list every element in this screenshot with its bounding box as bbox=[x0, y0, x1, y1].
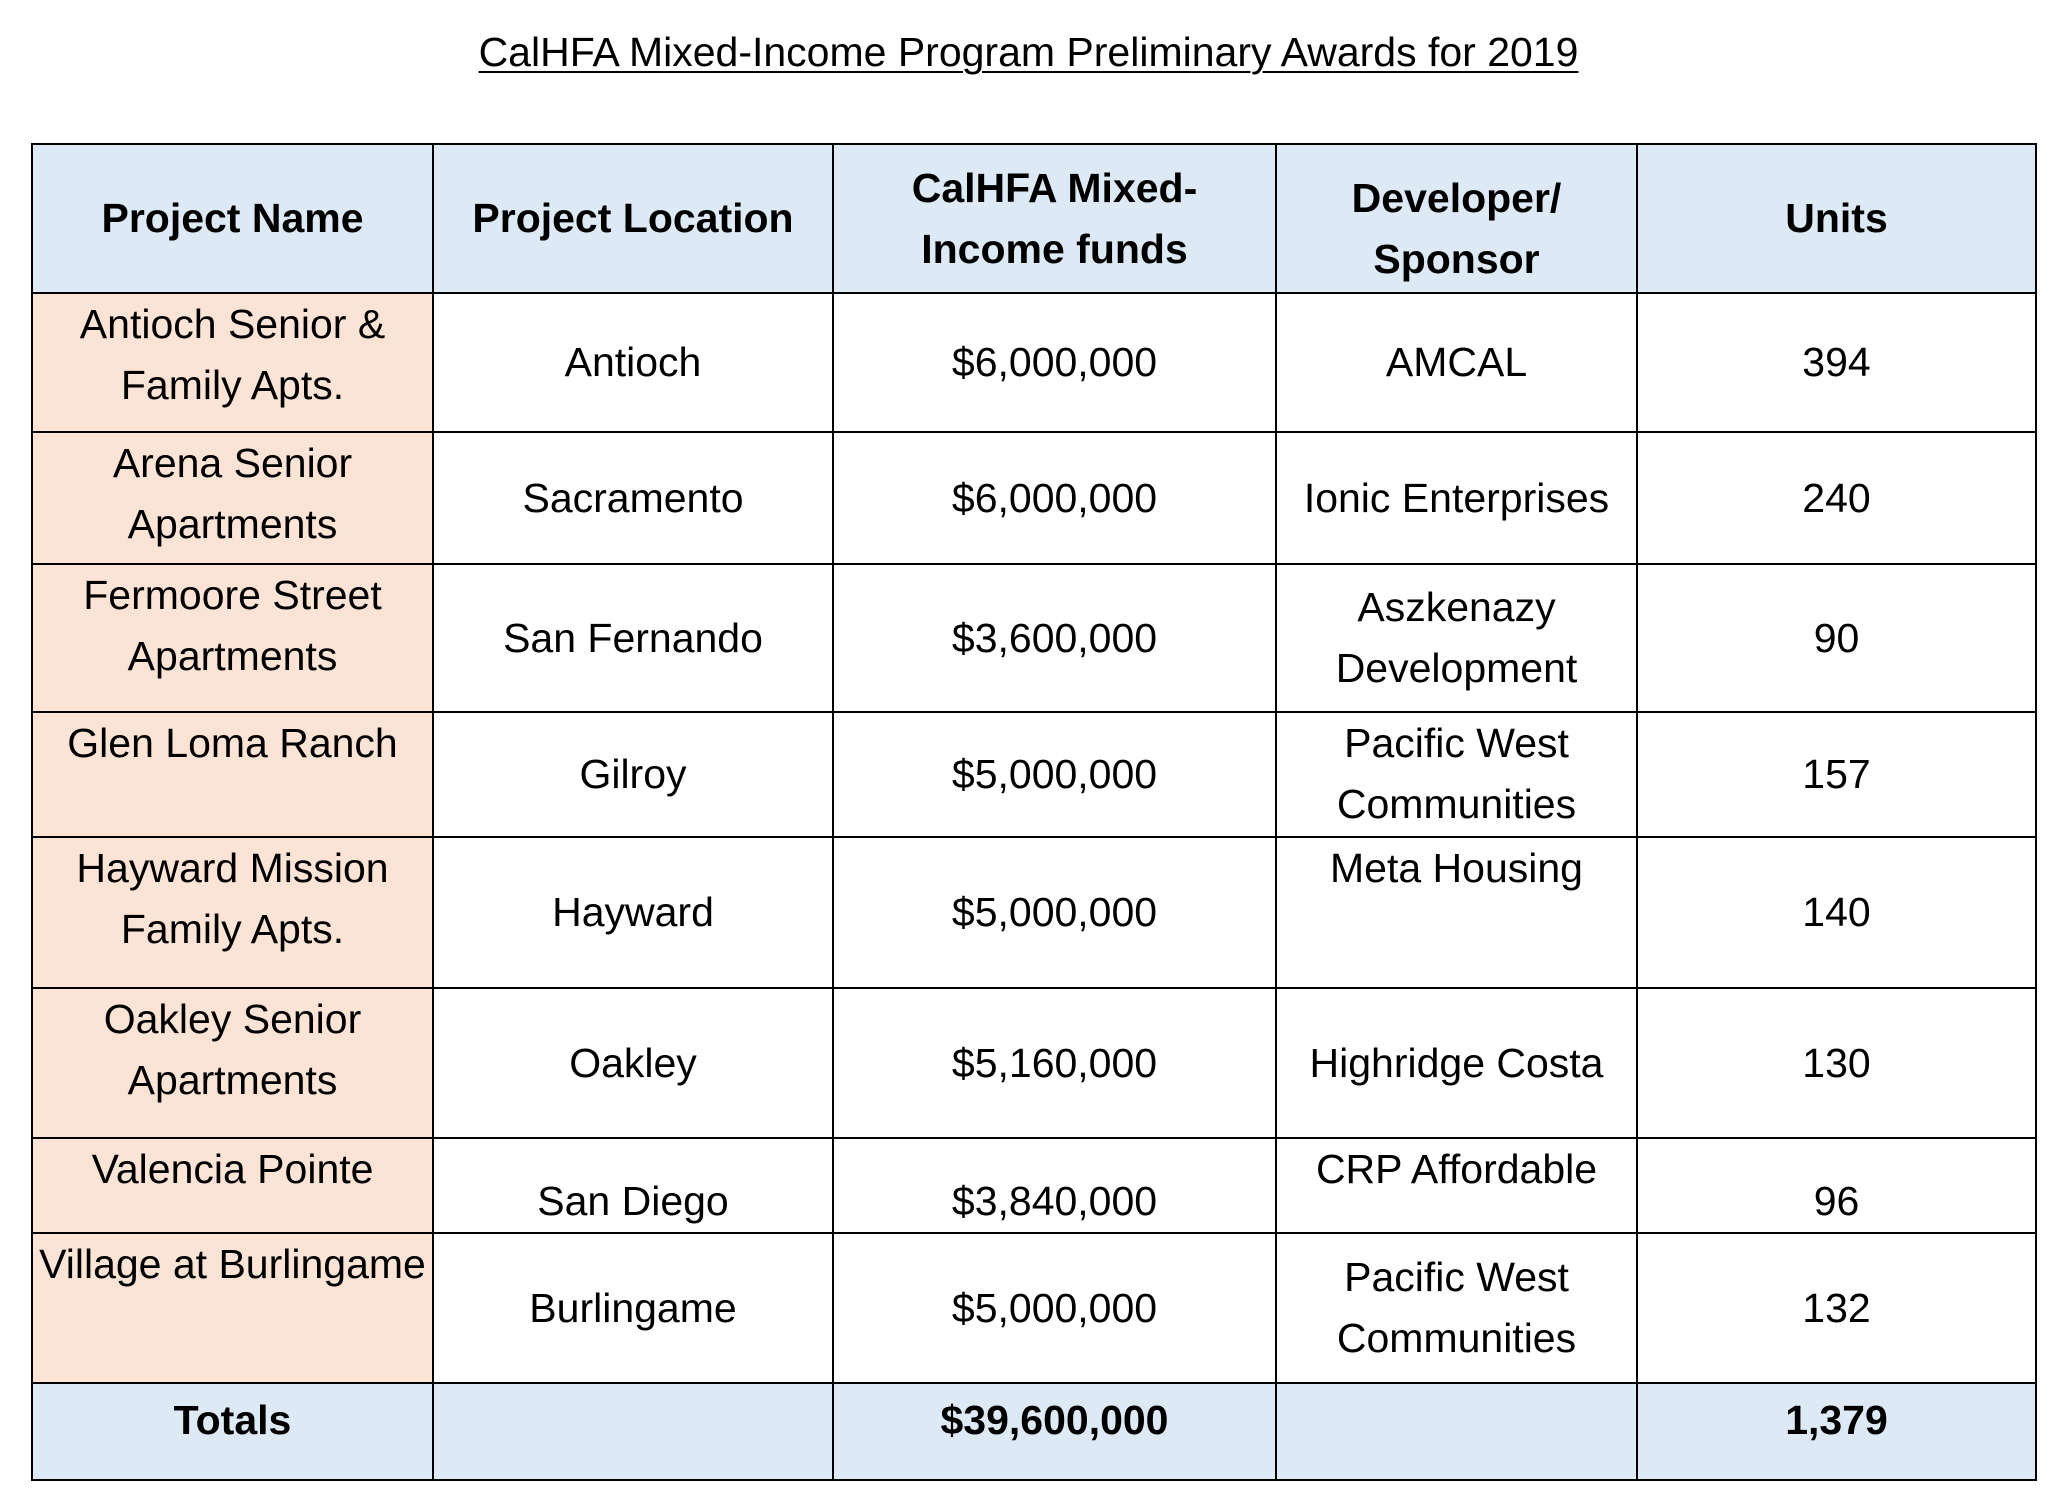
cell-units: 394 bbox=[1637, 293, 2036, 432]
totals-funds: $39,600,000 bbox=[833, 1383, 1276, 1480]
cell-developer: Pacific West Communities bbox=[1276, 712, 1637, 837]
table-row bbox=[32, 1233, 2036, 1383]
table-row bbox=[32, 293, 2036, 432]
header-project-name: Project Name bbox=[32, 144, 433, 293]
cell-project-location: Antioch bbox=[433, 293, 833, 432]
cell-funds: $6,000,000 bbox=[833, 432, 1276, 564]
table-row bbox=[32, 837, 2036, 988]
cell-developer: Pacific West Communities bbox=[1276, 1233, 1637, 1383]
cell-project-location: Oakley bbox=[433, 988, 833, 1138]
header-project-location: Project Location bbox=[433, 144, 833, 293]
cell-project-location: San Fernando bbox=[433, 564, 833, 712]
totals-units: 1,379 bbox=[1637, 1383, 2036, 1480]
table-header-row bbox=[32, 144, 2036, 293]
cell-project-location: Gilroy bbox=[433, 712, 833, 837]
cell-project-name: Glen Loma Ranch bbox=[32, 712, 433, 837]
cell-project-name: Arena Senior Apartments bbox=[32, 432, 433, 564]
cell-project-name: Hayward Mission Family Apts. bbox=[32, 837, 433, 988]
cell-units: 240 bbox=[1637, 432, 2036, 564]
header-units: Units bbox=[1637, 144, 2036, 293]
page-title: CalHFA Mixed-Income Program Preliminary Awards for 2019 bbox=[478, 29, 1579, 75]
cell-units: 130 bbox=[1637, 988, 2036, 1138]
cell-units: 157 bbox=[1637, 712, 2036, 837]
cell-funds: $3,840,000 bbox=[833, 1138, 1276, 1233]
cell-project-name: Fermoore Street Apartments bbox=[32, 564, 433, 712]
cell-developer: AMCAL bbox=[1276, 293, 1637, 432]
table-row bbox=[32, 564, 2036, 712]
cell-project-name: Oakley Senior Apartments bbox=[32, 988, 433, 1138]
cell-funds: $5,000,000 bbox=[833, 837, 1276, 988]
awards-table bbox=[31, 143, 2037, 1481]
table-row bbox=[32, 432, 2036, 564]
cell-project-location: Hayward bbox=[433, 837, 833, 988]
table-row bbox=[32, 712, 2036, 837]
totals-label: Totals bbox=[32, 1383, 433, 1480]
table-row bbox=[32, 1138, 2036, 1233]
cell-funds: $5,000,000 bbox=[833, 712, 1276, 837]
header-funds: CalHFA Mixed-Income funds bbox=[833, 144, 1276, 293]
cell-project-location: San Diego bbox=[433, 1138, 833, 1233]
cell-units: 90 bbox=[1637, 564, 2036, 712]
cell-units: 132 bbox=[1637, 1233, 2036, 1383]
totals-location-empty bbox=[433, 1383, 833, 1480]
cell-developer: CRP Affordable bbox=[1276, 1138, 1637, 1233]
cell-units: 140 bbox=[1637, 837, 2036, 988]
cell-project-name: Village at Burlingame bbox=[32, 1233, 433, 1383]
cell-funds: $6,000,000 bbox=[833, 293, 1276, 432]
cell-project-name: Valencia Pointe bbox=[32, 1138, 433, 1233]
cell-units: 96 bbox=[1637, 1138, 2036, 1233]
cell-developer: Meta Housing bbox=[1276, 837, 1637, 988]
cell-project-location: Burlingame bbox=[433, 1233, 833, 1383]
cell-funds: $5,000,000 bbox=[833, 1233, 1276, 1383]
cell-project-location: Sacramento bbox=[433, 432, 833, 564]
cell-developer: Ionic Enterprises bbox=[1276, 432, 1637, 564]
cell-developer: Highridge Costa bbox=[1276, 988, 1637, 1138]
totals-row bbox=[32, 1383, 2036, 1480]
cell-funds: $5,160,000 bbox=[833, 988, 1276, 1138]
cell-funds: $3,600,000 bbox=[833, 564, 1276, 712]
totals-developer-empty bbox=[1276, 1383, 1637, 1480]
header-developer: Developer/ Sponsor bbox=[1276, 144, 1637, 293]
table-row bbox=[32, 988, 2036, 1138]
cell-project-name: Antioch Senior & Family Apts. bbox=[32, 293, 433, 432]
cell-developer: Aszkenazy Development bbox=[1276, 564, 1637, 712]
